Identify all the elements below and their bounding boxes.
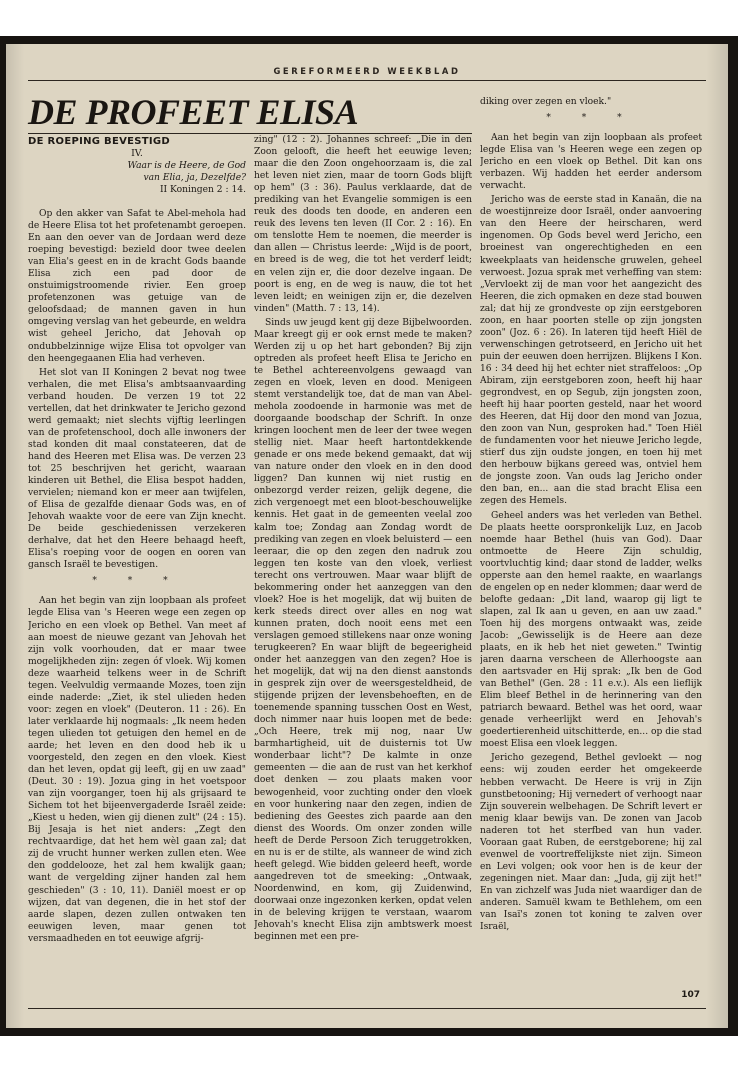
- column-2-paragraph-1: zing" (12 : 2). Johannes schreef: „Die in den Zoon gelooft, die heeft het eeuwige leven; maar die den Zoon ongehoorzaam is, die zal het leven niet zien, maar de toorn Gods blijft op hem" (3 : 36). Paulus verklaarde, dat de prediking van het Evangelie sommigen is een reuk des doods ten doode, en anderen een reuk des levens ten leven (II Cor. 2 : 16). En om tenslotte Hem te noemen, die meerder is dan allen — Christus leerde: „Wijd is de poort, en breed is de weg, die tot het verderf leidt; en velen zijn er, die door dezelve ingaan. De poort is eng, en de weg is nauw, die tot het leven leidt; en weinigen zijn er, die dezelven vinden" (Matth. 7 : 13, 14).: [254, 135, 472, 314]
- column-1: [28, 208, 246, 1006]
- column-3-paragraph-4: Geheel anders was het verleden van Bethel. De plaats heette oorspronkelijk Luz, en Jacob noemde haar Bethel (huis van God). Daar ontmoette de Heere Zijn schuldig, voortvluchtig kind; daar stond de ladder, welks opperste aan den hemel raakte, en waarlangs de engelen op en neder klommen; daar werd de belofte gedaan: „Dit land, waarop gij ligt te slapen, zal Ik aan u geven, en aan uw zaad." Toen hij des morgens ontwaakt was, zeide Jacob: „Gewisselijk is de Heere aan deze plaats, en ik heb het niet geweten." Twintig jaren daarna verscheen de Allerhoogste aan den aartsvader en Hij sprak: „Ik ben de God van Bethel" (Gen. 28 : 11 e.v.). Als een lieflijk Elim bleef Bethel in de herinnering van den patriarch bewaard. Bethel was het oord, waar genade verheerlijkt werd en Jehovah's goedertierenheid uitschitterde, en... op die stad moest Elisa een vloek leggen.: [480, 510, 702, 750]
- column-2: [254, 134, 472, 1006]
- epigraph-reference: II Koningen 2 : 14.: [159, 185, 246, 195]
- column-3-paragraph-3: Jericho was de eerste stad in Kanaän, die na de woestijnreize door Israël, onder aanvoering van den Heere der heirscharen, werd ingenomen. Op Gods bevel werd Jericho, een broeinest van ongerechtigheden en een kweekplaats van heidensche gruwelen, geheel verwoest. Jozua sprak met verheffing van stem: „Vervloekt zij de man voor het aangezicht des Heeren, die zich opmaken en deze stad bouwen zal; dat hij ze grondveste op zijn eerstgeboren zoon, en haar poorten stelle op zijn jongsten zoon" (Joz. 6 : 26). In lateren tijd heeft Hiël de verwenschingen getrotseerd, en Jericho uit het puin der eeuwen doen herrijzen. Blijkens I Kon. 16 : 34 deed hij het echter niet straffeloos: „Op Abiram, zijn eerstgeboren zoon, heeft hij haar gegrondvest, en op Segub, zijn jongsten zoon, heeft hij haar poorten gesteld, naar het woord des Heeren, dat Hij door den mond van Jozua, den zoon van Nun, gesproken had." Toen Hiël de fundamenten voor het nieuwe Jericho legde, stierf dus zijn oudste jongen, en toen hij met den herbouw bijkans gereed was, ontviel hem de jongste zoon. Van ouds lag Jericho onder den ban, en... aan die stad bracht Elisa een zegen des Hemels.: [480, 195, 702, 507]
- column-2-paragraph-2: Sinds uw jeugd kent gij deze Bijbelwoorden. Maar kreegt gij er ook ernst mede te maken? Werden zij u op het hart gebonden? Bij zijn optreden als profeet heeft Elisa te Jericho en te Bethel achtereenvolgens gewaagd van zegen en vloek, leven en dood. Menigeen stemt verstandelijk toe, dat de man van Abel-mehola zoodoende in harmonie was met de doorgaande boodschap der Schrift. In onze kringen loochent men de leer der twee wegen stellig niet. Maar heeft hartontdekkende genade er ons mede bekend gemaakt, dat wij van nature onder den vloek en in den dood liggen? Dan kunnen wij niet rustig en onbezorgd verder reizen, gelijk degene, die zich vergenoegt met een bloot-beschouwelijke kennis. Het gaat in de gemeenten veelal zoo kalm toe; Zondag aan Zondag wordt de prediking van zegen en vloek beluisterd — een leeraar, die op den zegen den nadruk zou leggen ten koste van den vloek, verliest terecht ons vertrouwen. Maar waar blijft de bekommering onder het aanzeggen van den vloek? Hoe is het mogelijk, dat wij buiten de kerk steeds direct over alles en nog wat kunnen praten, doch nooit eens met een verslagen gemoed stillekens naar onze woning terugkeeren? En waar blijft de begeerigheid onder het aanzeggen van den zegen? Hoe is het mogelijk, dat wij na den dienst aanstonds in gesprek zijn over de weersgesteldheid, de stijgende prijzen der levensbehoeften, en de toenemende spanning tusschen Oost en West, doch nimmer naar huis loopen met de bede: „Och Heere, trek mij nog, naar Uw barmhartigheid, uit de duisternis tot Uw wonderbaar licht"? De kalmte in onze gemeenten — die aan de rust van het kerkhof doet denken — zou plaats maken voor bewogenheid, voor zuchting onder den vloek en voor hunkering naar den zegen, indien de bediening des Geestes zich paarde aan den dienst des Woords. Om onzer zonden wille heeft de Derde Persoon Zich teruggetrokken, en nu is er de stilte, als wanneer de wind zich heeft gelegd. Wie bidden geleerd heeft, worde aangedreven tot de smeeking: „Ontwaak, Noordenwind, en kom, gij Zuidenwind, doorwaai onze ingezonken kerken, opdat velen in de beleving krijgen te verstaan, waarom Jehovah's knecht Elisa zijn ambtswerk moest beginnen met een pre-: [254, 317, 472, 943]
- column-3-paragraph-5: Jericho gezegend, Bethel gevloekt — nog eens: wij zouden eerder het omgekeerde hebben verwacht. De Heere is vrij in Zijn gunstbetooning; Hij vernedert of verhoogt naar Zijn souverein welbehagen. De Schrift levert er menig klaar bewijs van. De zonen van Jacob naderen tot het sterfbed van hun vader. Vooraan gaat Ruben, de eerstgeborene; hij zal evenwel de voortreffelijkste niet zijn. Simeon en Levi volgen; ook voor hen is de keur der zegeningen niet. Maar dan: „Juda, gij zijt het!" En van zichzelf was Juda niet waardiger dan de anderen. Samuël kwam te Bethlehem, om een van Isaï's zonen tot koning te zalven over Israël,: [480, 753, 702, 933]
- running-head: GEREFORMEERD WEEKBLAD: [273, 66, 461, 76]
- column-3-paragraph-2: Aan het begin van zijn loopbaan als profeet legde Elisa van 's Heeren wege een zegen op Jericho en een vloek op Bethel. Dit kan ons verbazen. Wij hadden het eerder andersom verwacht.: [480, 133, 702, 192]
- column-3: [480, 96, 702, 1006]
- top-rule: [28, 80, 706, 81]
- newspaper-page: [6, 44, 728, 1028]
- part-number: IV.: [131, 148, 143, 159]
- column-1-paragraph-1: Op den akker van Safat te Abel-mehola had de Heere Elisa tot het profetenambt geroepen. En aan den oever van de Jordaan werd deze roeping bevestigd: bezield door twee deelen van Elia's geest en in de kracht Gods baande Elisa zich een pad door de onstuimigstroomende rivier. Een groep profetenzonen was getuige van de geloofsdaad; de mannen gaven in hun omgeving verslag van het gebeurde, en weldra wist geheel Jericho, dat Jehovah op ondubbelzinnige wijze Elisa tot opvolger van den heengegaanen Elia had verheven.: [28, 209, 246, 364]
- page-number: 107: [681, 990, 700, 1000]
- epigraph: [28, 160, 246, 196]
- column-1-paragraph-2: Het slot van II Koningen 2 bevat nog twee verhalen, die met Elisa's ambtsaanvaarding verband houden. De verzen 19 tot 22 vertellen, dat het drinkwater te Jericho gezond werd gemaakt; niet slechts vijftig leerlingen van de profetenschool, doch alle inwoners der stad konden dit maal constateeren, dat de hand des Heeren met Elisa was. De verzen 23 tot 25 beschrijven het gericht, waaraan kinderen uit Bethel, die Elisa bespot hadden, vervielen; niemand kon er meer aan twijfelen, of Elisa de gezalfde dienaar Gods was, en of Jehovah waakte voor de eere van Zijn knecht. De beide geschiedenissen verzekeren derhalve, dat het den Heere behaagd heeft, Elisa's roeping voor de oogen en ooren van gansch Israël te bevestigen.: [28, 367, 246, 571]
- column-1-paragraph-3: Aan het begin van zijn loopbaan als profeet legde Elisa van 's Heeren wege een zegen op Jericho en een vloek op Bethel. Van meet af aan moest de nieuwe gezant van Jehovah het zijn volk voorhouden, dat er maar twee mogelijkheden zijn: zegen óf vloek. Wij komen deze waarheid telkens weer in de Schrift tegen. Veelvuldig vermaande Mozes, toen zijn einde naderde: „Ziet, ik stel ulieden heden voor: zegen en vloek" (Deuteron. 11 : 26). En later verklaarde hij nogmaals: „Ik neem heden tegen ulieden tot getuigen den hemel en de aarde; het leven en den dood heb ik u voorgesteld, den zegen en den vloek. Kiest dan het leven, opdat gij leeft, gij en uw zaad" (Deut. 30 : 19). Jozua ging in het voetspoor van zijn voorganger, toen hij als grijsaard te Sichem tot het bijeenvergaderde Israël zeide: „Kiest u heden, wien gij dienen zult" (24 : 15). Bij Jesaja is het niet anders: „Zegt den rechtvaardige, dat het hem wèl gaan zal; dat zij de vrucht hunner werken zullen eten. Wee den goddelooze, het zal hem kwalijk gaan; want de vergelding zijner handen zal hem geschieden" (3 : 10, 11). Daniël moest er op wijzen, dat van degenen, die in het stof der aarde slapen, dezen zullen ontwaken ten eeuwigen leven, maar genen tot versmaadheden en tot eeuwige afgrij-: [28, 596, 246, 944]
- section-divider-stars: * * *: [546, 113, 636, 124]
- article-subtitle: DE ROEPING BEVESTIGD: [28, 136, 171, 147]
- epigraph-line-1: Waar is de Heere, de God: [127, 161, 246, 171]
- article-title: DE PROFEET ELISA: [28, 92, 359, 132]
- bottom-rule: [28, 1008, 706, 1009]
- section-divider-stars: * * *: [92, 576, 182, 587]
- epigraph-line-2: van Elia, ja, Dezelfde?: [143, 173, 246, 183]
- column-3-paragraph-1: diking over zegen en vloek.": [480, 97, 612, 107]
